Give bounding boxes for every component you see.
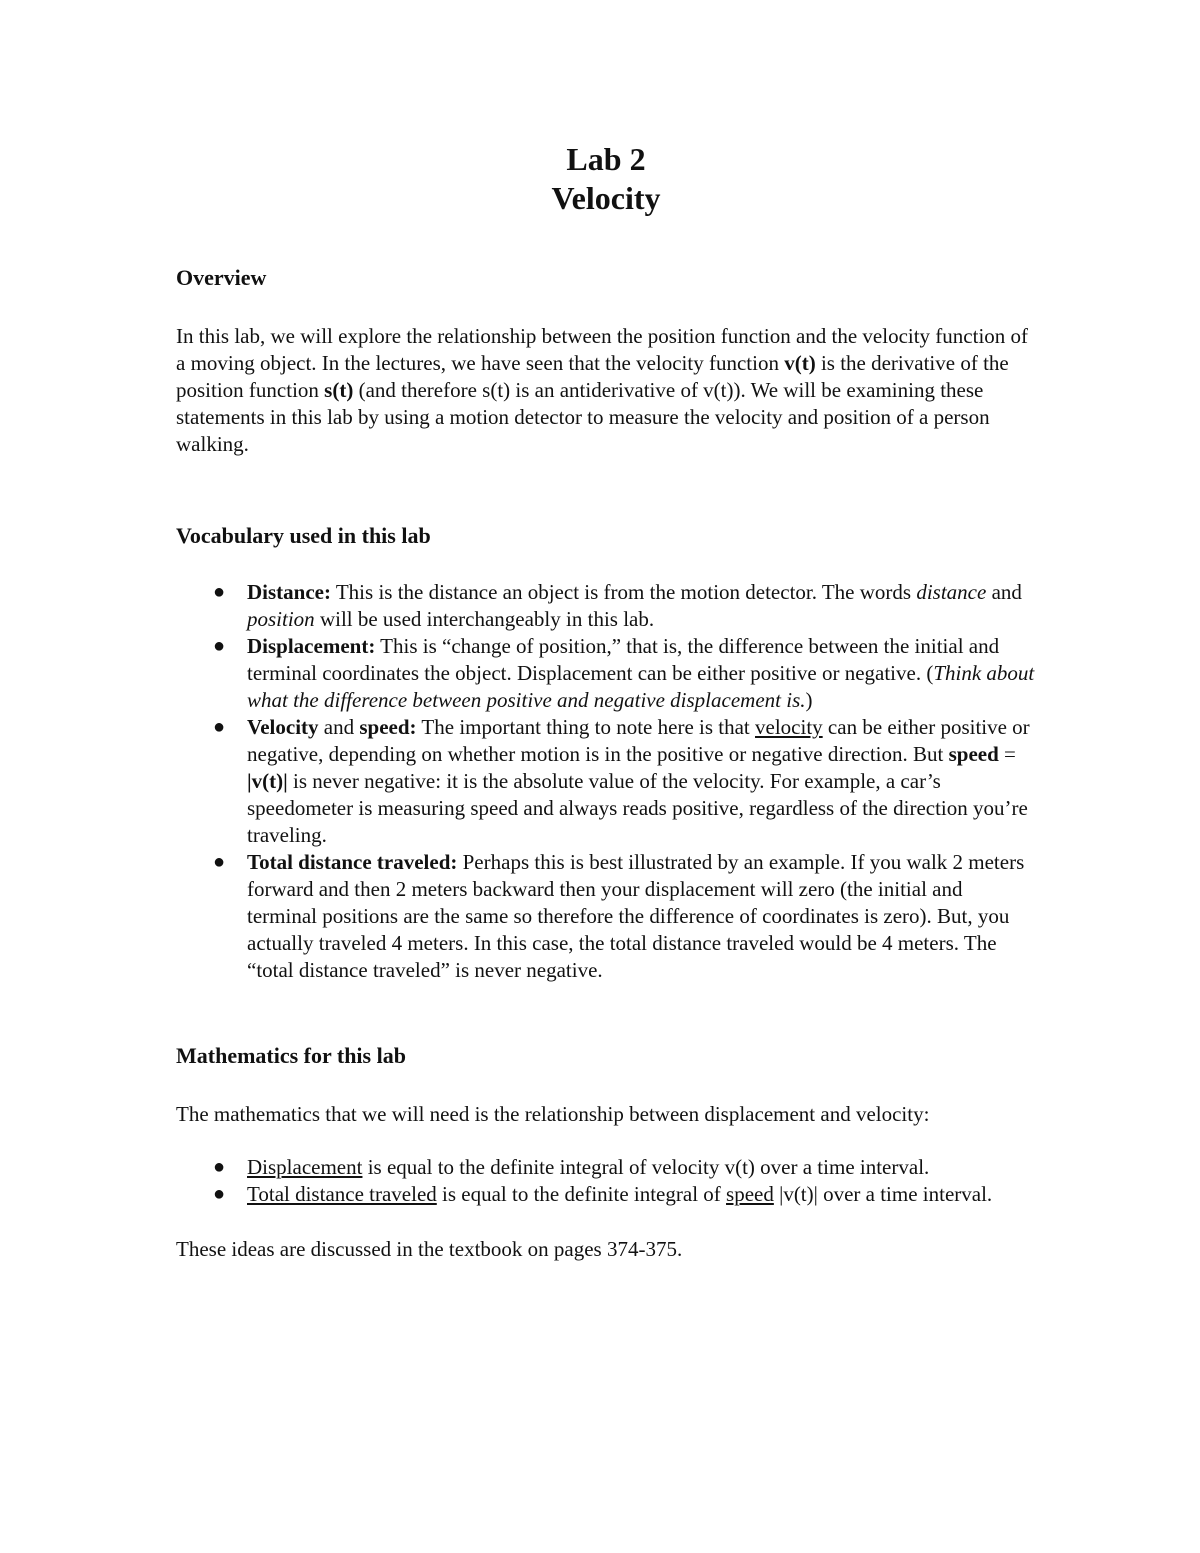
vocab-emphasis: distance xyxy=(916,580,987,604)
vocab-term-velocity: Velocity xyxy=(247,715,319,739)
document-page xyxy=(176,140,1036,1263)
overview-paragraph xyxy=(176,323,1036,458)
math-underline: Displacement xyxy=(247,1155,363,1179)
vocab-text: ) xyxy=(805,688,813,712)
math-underline: speed xyxy=(726,1182,774,1206)
math-text: is equal to the definite integral of velocity v(t) over a time interval. xyxy=(362,1155,930,1179)
vocab-emphasis: position xyxy=(247,607,315,631)
vocab-text: Perhaps this is best illustrated by an example. If you walk 2 meters forward and then 2 meters backward then your displacement will zero (the initial and terminal positions are the same so therefore the difference of coordinates is zero). But, you actually traveled 4 meters. In this case, the total distance traveled would be 4 meters. The “total distance traveled” is never negative. xyxy=(247,850,1025,982)
vocab-bold: speed xyxy=(948,742,999,766)
vocabulary-list xyxy=(176,579,1036,984)
math-underline: Total distance traveled xyxy=(247,1182,437,1206)
math-text: |v(t)| over a time interval. xyxy=(773,1182,993,1206)
vocab-bold: |v(t)| xyxy=(247,769,288,793)
vocab-text: can be either positive or negative, depending on whether motion is in the positive or negative direction. But xyxy=(247,715,1030,766)
overview-heading: Overview xyxy=(176,265,267,290)
vocab-emphasis: Think about what the difference between positive and negative displacement is. xyxy=(247,661,1035,712)
textbook-reference: These ideas are discussed in the textbook on pages 374-375. xyxy=(176,1237,683,1261)
vocab-term-distance: Distance: xyxy=(247,580,331,604)
bullet-icon: ● xyxy=(213,635,226,657)
vocab-term-total-distance: Total distance traveled: xyxy=(247,850,458,874)
vocab-text: is never negative: it is the absolute value of the velocity. For example, a car’s speedometer is measuring speed and always reads positive, regardless of the direction you’re traveling. xyxy=(247,769,1028,847)
vocab-item-velocity-speed xyxy=(176,714,1036,849)
vocab-term-speed: speed: xyxy=(359,715,417,739)
mathematics-section xyxy=(176,1042,1036,1263)
vocab-underline: velocity xyxy=(755,715,823,739)
vocab-text: This is “change of position,” that is, the difference between the initial and terminal coordinates the object. Displacement can be either positive or negative. ( xyxy=(247,634,1000,685)
math-item-displacement xyxy=(176,1154,1036,1181)
overview-text-2: is the derivative of the position function xyxy=(176,351,1009,402)
vocab-item-distance xyxy=(176,579,1036,633)
bullet-icon: ● xyxy=(213,716,226,738)
bullet-icon: ● xyxy=(213,1183,226,1205)
vocab-item-total-distance xyxy=(176,849,1036,984)
vocab-text: The important thing to note here is that xyxy=(416,715,756,739)
lab-number-title: Lab 2 xyxy=(566,141,646,177)
vocab-item-displacement xyxy=(176,633,1036,714)
vocab-text: and xyxy=(986,580,1022,604)
velocity-function-symbol: v(t) xyxy=(784,351,816,375)
vocab-text: and xyxy=(318,715,360,739)
mathematics-heading: Mathematics for this lab xyxy=(176,1043,406,1068)
overview-text-3: (and therefore s(t) is an antiderivative of v(t)). We will be examining these statements in this lab by using a motion detector to measure the velocity and position of a person walking. xyxy=(176,378,990,456)
mathematics-list xyxy=(176,1154,1036,1208)
bullet-icon: ● xyxy=(213,581,226,603)
overview-section xyxy=(176,264,1036,458)
vocabulary-heading: Vocabulary used in this lab xyxy=(176,523,431,548)
lab-topic-title: Velocity xyxy=(551,180,661,216)
mathematics-intro: The mathematics that we will need is the relationship between displacement and velocity: xyxy=(176,1102,930,1126)
vocab-text: will be used interchangeably in this lab. xyxy=(314,607,655,631)
overview-text-1: In this lab, we will explore the relationship between the position function and the velocity function of a moving object. In the lectures, we have seen that the velocity function xyxy=(176,324,1029,375)
title-block xyxy=(176,140,1036,218)
vocab-term-displacement: Displacement: xyxy=(247,634,376,658)
vocabulary-section xyxy=(176,522,1036,984)
math-item-total-distance xyxy=(176,1181,1036,1208)
bullet-icon: ● xyxy=(213,851,226,873)
bullet-icon: ● xyxy=(213,1156,226,1178)
position-function-symbol: s(t) xyxy=(324,378,354,402)
math-text: is equal to the definite integral of xyxy=(436,1182,727,1206)
vocab-text: This is the distance an object is from the motion detector. The words xyxy=(330,580,917,604)
vocab-text: = xyxy=(998,742,1016,766)
